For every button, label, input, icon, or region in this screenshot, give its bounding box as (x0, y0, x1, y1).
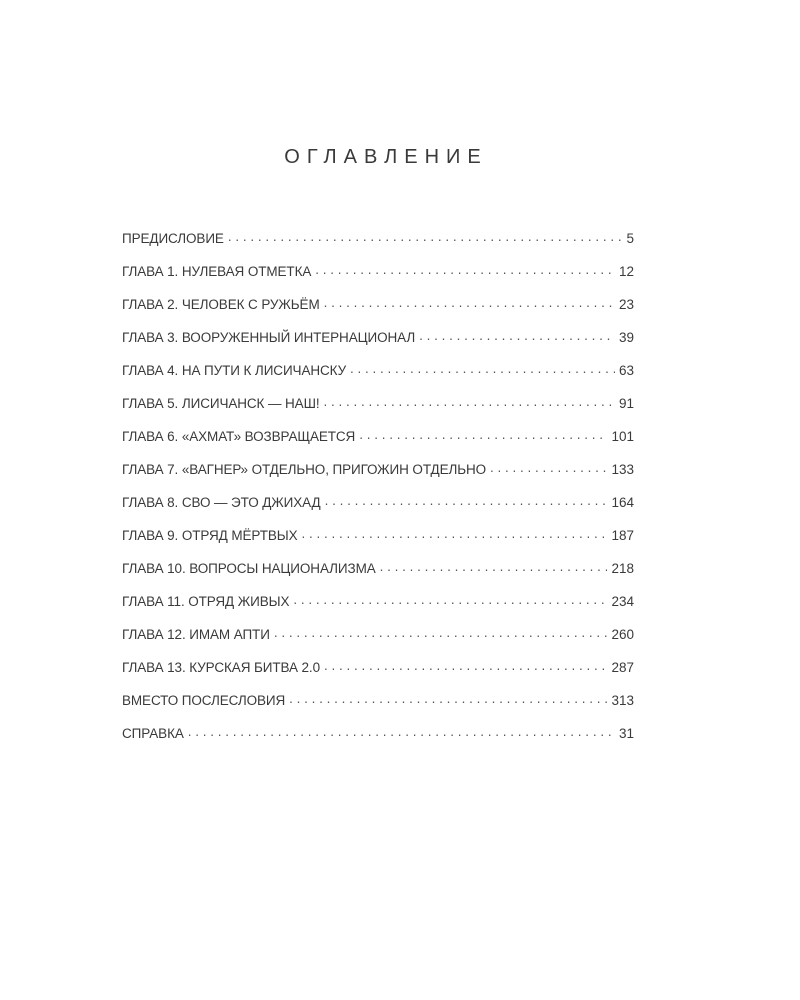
toc-leader-dots (325, 493, 608, 507)
toc-entry-title: ГЛАВА 7. «ВАГНЕР» ОТДЕЛЬНО, ПРИГОЖИН ОТДЕЛЬНО (122, 461, 487, 477)
toc-entry (122, 526, 634, 559)
toc-entry-page: 23 (618, 296, 634, 312)
toc-leader-dots (302, 526, 608, 540)
toc-entry-page: 287 (611, 659, 634, 675)
toc-entry-page: 91 (618, 395, 634, 411)
toc-entry-title: ГЛАВА 6. «АХМАТ» ВОЗВРАЩАЕТСЯ (122, 428, 356, 444)
toc-leader-dots (350, 361, 615, 375)
toc-entry (122, 559, 634, 592)
toc-leader-dots (324, 658, 607, 672)
toc-entry-title: ГЛАВА 12. ИМАМ АПТИ (122, 626, 270, 642)
toc-entry (122, 328, 634, 361)
toc-entry-page: 313 (611, 692, 634, 708)
toc-entry-page: 31 (618, 725, 634, 741)
toc-entry-title: ГЛАВА 9. ОТРЯД МЁРТВЫХ (122, 527, 298, 543)
toc-leader-dots (380, 559, 608, 573)
toc-entry-page: 234 (611, 593, 634, 609)
toc-entry-page: 5 (626, 230, 634, 246)
toc-entry-page: 164 (611, 494, 634, 510)
toc-leader-dots (228, 229, 623, 243)
toc-entry-title: ГЛАВА 1. НУЛЕВАЯ ОТМЕТКА (122, 263, 312, 279)
toc-entry-title: ГЛАВА 2. ЧЕЛОВЕК С РУЖЬЁМ (122, 296, 320, 312)
toc-entry (122, 493, 634, 526)
toc-entry-page: 187 (611, 527, 634, 543)
toc-entry-page: 260 (611, 626, 634, 642)
toc-entry-page: 39 (618, 329, 634, 345)
toc-entry-title: ГЛАВА 4. НА ПУТИ К ЛИСИЧАНСКУ (122, 362, 347, 378)
toc-entry-title: ГЛАВА 10. ВОПРОСЫ НАЦИОНАЛИЗМА (122, 560, 376, 576)
toc-entry-page: 218 (611, 560, 634, 576)
toc-entry (122, 295, 634, 328)
toc-entry (122, 724, 634, 757)
toc-entry-title: ПРЕДИСЛОВИЕ (122, 230, 224, 246)
toc-entry-page: 133 (611, 461, 634, 477)
toc-entry-title: ГЛАВА 3. ВООРУЖЕННЫЙ ИНТЕРНАЦИОНАЛ (122, 329, 416, 345)
toc-leader-dots (419, 328, 615, 342)
toc-entry-page: 12 (618, 263, 634, 279)
toc-leader-dots (289, 691, 607, 705)
toc-leader-dots (324, 394, 615, 408)
toc-list (122, 229, 634, 757)
toc-entry (122, 658, 634, 691)
toc-leader-dots (293, 592, 607, 606)
toc-entry-title: ГЛАВА 5. ЛИСИЧАНСК — НАШ! (122, 395, 320, 411)
toc-heading: ОГЛАВЛЕНИЕ (284, 146, 488, 168)
toc-entry (122, 427, 634, 460)
toc-entry (122, 460, 634, 493)
toc-leader-dots (490, 460, 607, 474)
toc-leader-dots (324, 295, 615, 309)
toc-entry-title: ГЛАВА 11. ОТРЯД ЖИВЫХ (122, 593, 290, 609)
toc-leader-dots (359, 427, 607, 441)
toc-entry-title: ВМЕСТО ПОСЛЕСЛОВИЯ (122, 692, 286, 708)
toc-leader-dots (188, 724, 615, 738)
toc-entry (122, 361, 634, 394)
toc-entry (122, 592, 634, 625)
toc-leader-dots (315, 262, 615, 276)
toc-entry-title: ГЛАВА 8. СВО — ЭТО ДЖИХАД (122, 494, 321, 510)
toc-entry-title: ГЛАВА 13. КУРСКАЯ БИТВА 2.0 (122, 659, 320, 675)
toc-entry (122, 691, 634, 724)
toc-leader-dots (274, 625, 608, 639)
toc-entry (122, 262, 634, 295)
toc-entry-title: СПРАВКА (122, 725, 184, 741)
toc-entry (122, 229, 634, 262)
toc-entry-page: 101 (611, 428, 634, 444)
toc-entry (122, 625, 634, 658)
toc-entry (122, 394, 634, 427)
toc-entry-page: 63 (618, 362, 634, 378)
